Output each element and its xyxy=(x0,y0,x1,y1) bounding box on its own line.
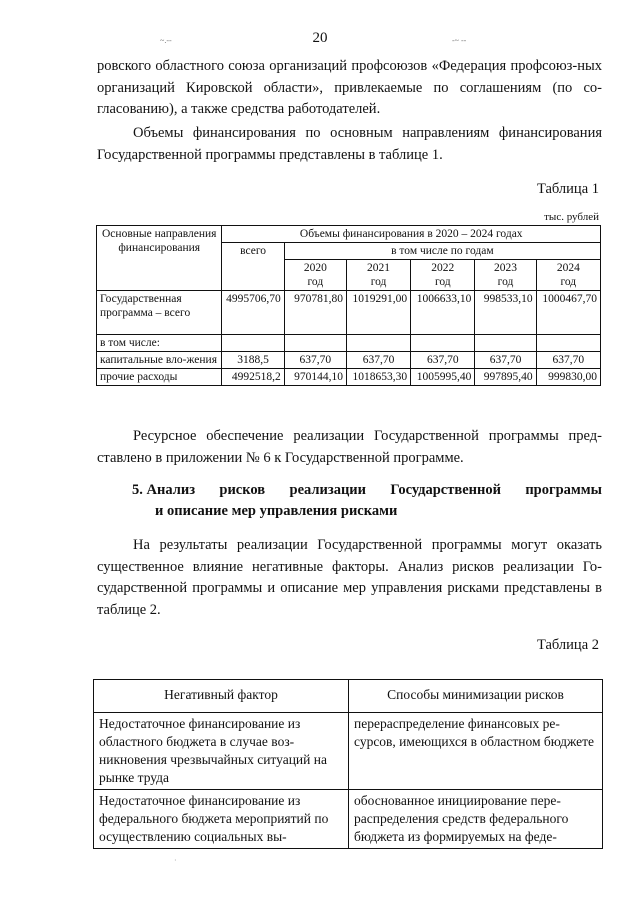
table1-unit: тыс. рублей xyxy=(544,211,599,223)
row-value-2020: 637,70 xyxy=(284,352,346,369)
heading-word: реализации xyxy=(289,482,367,498)
scan-mark-right: -~ -- xyxy=(452,36,467,45)
table1-caption: Таблица 1 xyxy=(536,181,599,197)
row-total: 4992518,2 xyxy=(222,369,284,386)
row-total: 4995706,70 xyxy=(222,291,284,335)
row-value-2022: 1006633,10 xyxy=(411,291,475,335)
row-value-2022: 1005995,40 xyxy=(411,369,475,386)
heading-word: рисков xyxy=(219,482,266,498)
scan-mark-left: ~.-- xyxy=(160,36,172,45)
row-value-2020: 970144,10 xyxy=(284,369,346,386)
header-year-2024: 2024 год xyxy=(536,260,600,291)
row-value-2020: 970781,80 xyxy=(284,291,346,335)
financing-table xyxy=(96,225,601,386)
col-header-methods: Способы минимизации рисков xyxy=(349,680,603,713)
row-value-2022: 637,70 xyxy=(411,352,475,369)
row-value-2023: 998533,10 xyxy=(475,291,536,335)
table-row xyxy=(94,713,603,790)
table2-caption: Таблица 2 xyxy=(536,637,599,653)
row-label: прочие расходы xyxy=(97,369,222,386)
row-label: Государственная программа – всего xyxy=(97,291,222,335)
header-main: Основные направления финансирования xyxy=(97,226,222,291)
row-value-2021: 1018653,30 xyxy=(346,369,410,386)
heading-line2: и описание мер управления рисками xyxy=(155,503,398,519)
row-value-2024: 637,70 xyxy=(536,352,600,369)
header-year-2022: 2022 год xyxy=(411,260,475,291)
risk-paragraph: На результаты реализации Государственной программы могут оказать существенное влияние негативные факторы. Анализ рисков реализации Го-сударственной программы и описание мер управления рисками представлены в таблице 2. xyxy=(97,537,602,618)
volume-paragraph: Объемы финансирования по основным направлениям финансирования Государственной программы представлены в таблице 1. xyxy=(97,125,602,163)
header-year-2021: 2021 год xyxy=(346,260,410,291)
intro-paragraph: ровского областного союза организаций профсоюзов «Федерация профсоюз-ных организаций Кировской области», привлекаемые по соглашениям (по со-гласованию), а также средства работодателей. xyxy=(97,58,602,117)
risk-method: обоснованное инициирование пере-распределения средств федерального бюджета из формируемых на феде- xyxy=(349,790,603,849)
row-value-2024: 1000467,70 xyxy=(536,291,600,335)
header-volumes: Объемы финансирования в 2020 – 2024 годах xyxy=(222,226,601,243)
table-row xyxy=(94,790,603,849)
resource-paragraph: Ресурсное обеспечение реализации Государственной программы пред-ставлено в приложении № 6 к Государственной программе. xyxy=(97,428,602,466)
row-total: 3188,5 xyxy=(222,352,284,369)
row-value-2023: 637,70 xyxy=(475,352,536,369)
table-row-program-total xyxy=(97,291,601,335)
risk-table xyxy=(93,679,603,849)
heading-word: 5. Анализ xyxy=(132,482,196,498)
table-row-capital xyxy=(97,352,601,369)
row-value-2021: 1019291,00 xyxy=(346,291,410,335)
page-number: 20 xyxy=(312,30,328,46)
risk-method: перераспределение финансовых ре-сурсов, имеющихся в областном бюджете xyxy=(349,713,603,790)
row-subheader-label: в том числе: xyxy=(97,335,222,352)
table-row-other xyxy=(97,369,601,386)
heading-word: программы xyxy=(525,482,602,498)
row-value-2023: 997895,40 xyxy=(475,369,536,386)
table-row-subheader xyxy=(97,335,601,352)
heading-word: Государственной xyxy=(390,482,501,498)
header-year-2023: 2023 год xyxy=(475,260,536,291)
col-header-factor: Негативный фактор xyxy=(94,680,349,713)
header-by-years: в том числе по годам xyxy=(284,243,600,260)
row-value-2021: 637,70 xyxy=(346,352,410,369)
section-heading xyxy=(132,480,602,522)
row-label: капитальные вло-жения xyxy=(97,352,222,369)
scan-speck: · xyxy=(174,856,177,865)
header-year-2020: 2020 год xyxy=(284,260,346,291)
header-total: всего xyxy=(222,243,284,291)
row-value-2024: 999830,00 xyxy=(536,369,600,386)
risk-factor: Недостаточное финансирование из областного бюджета в случае воз-никновения чрезвычайных ситуаций на рынке труда xyxy=(94,713,349,790)
risk-factor: Недостаточное финансирование из федерального бюджета мероприятий по осуществлению социальных вы- xyxy=(94,790,349,849)
